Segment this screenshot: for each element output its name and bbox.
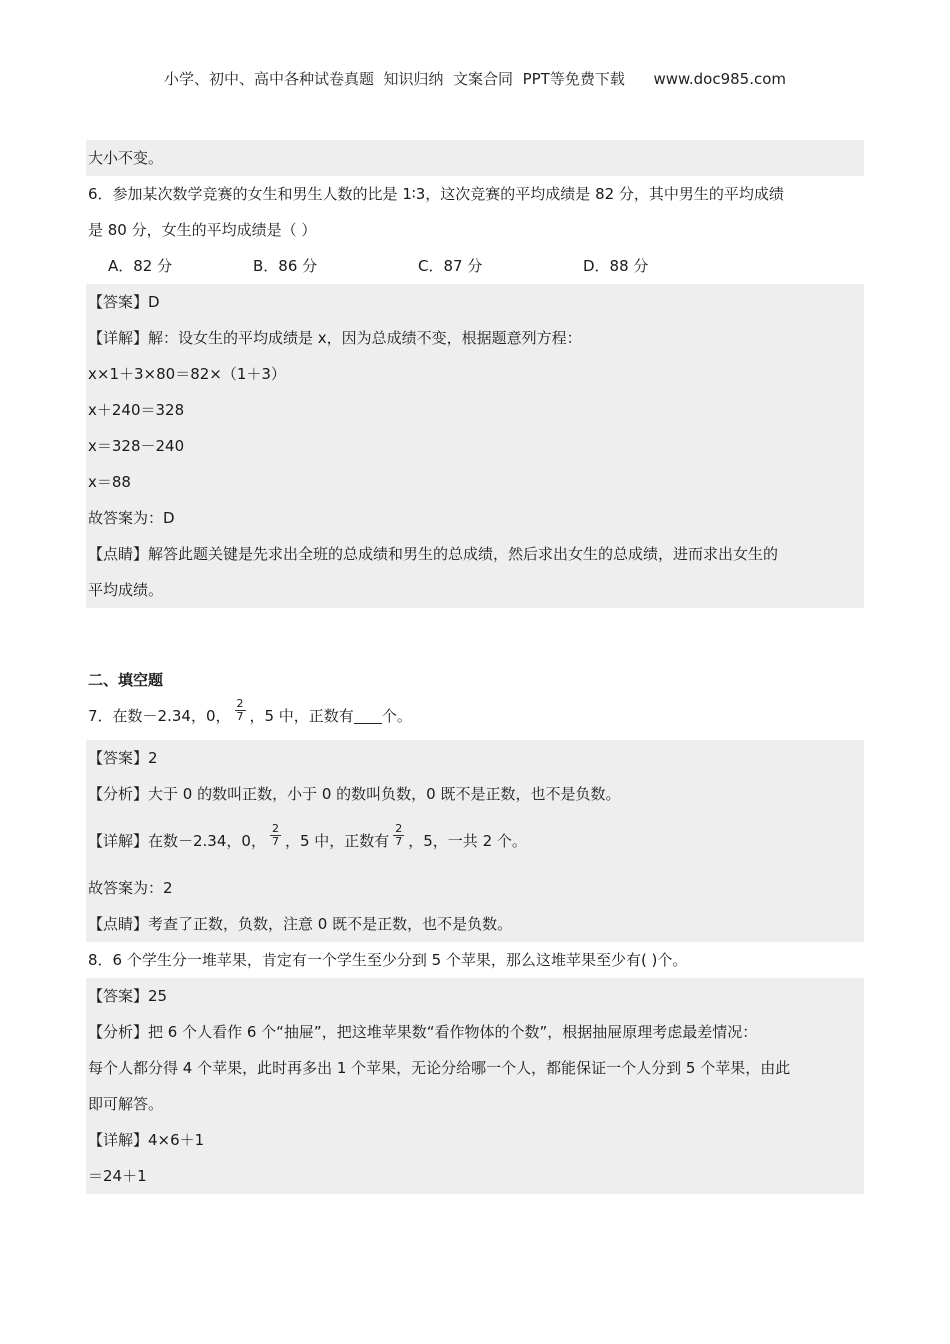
- q6-option-c: C．87 分: [418, 257, 483, 275]
- q6-detail: 【详解】解：设女生的平均成绩是 x，因为总成绩不变，根据题意列方程：: [88, 329, 582, 347]
- q8-answer: 【答案】25: [88, 987, 168, 1005]
- previous-answer-tail: 大小不变。: [86, 140, 864, 176]
- q7-analysis: 【分析】大于 0 的数叫正数，小于 0 的数叫负数，0 既不是正数，也不是负数。: [88, 785, 621, 803]
- q7-fraction: [235, 698, 246, 723]
- q7-detail-fraction-2-denominator: 7: [395, 835, 403, 848]
- q8-detail: 【详解】4×6＋1: [88, 1131, 205, 1149]
- q8-analysis-line3: 即可解答。: [88, 1095, 164, 1113]
- q7-solution-block: [86, 740, 864, 942]
- q6-options: [86, 248, 864, 284]
- document-body: [86, 140, 864, 1194]
- q6-point-line2: 平均成绩。: [88, 581, 164, 599]
- q8-stem: 8．6 个学生分一堆苹果，肯定有一个学生至少分到 5 个苹果，那么这堆苹果至少有( )个。: [88, 951, 688, 969]
- q6-solution-block: [86, 284, 864, 608]
- q7-detail-fraction-1: [270, 823, 281, 848]
- q7-detail-fraction-2-numerator: 2: [395, 822, 403, 835]
- q7-stem-pre: 7．在数－2.34，0，: [88, 707, 231, 725]
- q6-step-4: x＝88: [88, 473, 131, 491]
- q7-fraction-numerator: 2: [236, 697, 244, 710]
- q6-conclusion: 故答案为：D: [88, 509, 175, 527]
- q6-stem-line1: 6．参加某次数学竞赛的女生和男生人数的比是 1∶3，这次竞赛的平均成绩是 82 分，其中男生的平均成绩: [88, 185, 784, 203]
- q7-detail-mid: ，5 中，正数有: [284, 832, 390, 850]
- q7-detail-fraction-1-numerator: 2: [271, 822, 279, 835]
- q7-detail-fraction-1-denominator: 7: [271, 835, 279, 848]
- q8-analysis-line2: 每个人都分得 4 个苹果，此时再多出 1 个苹果，无论分给哪一个人，都能保证一个人分到 5 个苹果，由此: [88, 1059, 791, 1077]
- q6-stem-line2: 是 80 分，女生的平均成绩是（ ）: [88, 221, 317, 239]
- q6-step-3: x＝328－240: [88, 437, 185, 455]
- q7-stem: [86, 698, 864, 734]
- q6-option-a: A．82 分: [108, 257, 173, 275]
- q7-answer: 【答案】2: [88, 749, 158, 767]
- q7-detail-pre: 【详解】在数－2.34，0，: [88, 832, 266, 850]
- q7-detail-fraction-2: [393, 823, 404, 848]
- q7-stem-post-a: ，5 中，正数有: [249, 707, 354, 725]
- q6-step-2: x＋240＝328: [88, 401, 185, 419]
- page-header-banner: 小学、初中、高中各种试卷真题 知识归纳 文案合同 PPT等免费下载 www.doc985.com: [163, 70, 787, 88]
- q7-point: 【点睛】考查了正数，负数，注意 0 既不是正数，也不是负数。: [88, 915, 513, 933]
- q6-step-1: x×1＋3×80＝82×（1＋3）: [88, 365, 286, 383]
- section-title-fill-in: 二、填空题: [88, 671, 164, 689]
- q6-option-b: B．86 分: [253, 257, 318, 275]
- q7-conclusion: 故答案为：2: [88, 879, 173, 897]
- q7-fraction-denominator: 7: [236, 710, 244, 723]
- q8-step: ＝24＋1: [88, 1167, 147, 1185]
- q7-detail-post: ，5，一共 2 个。: [408, 832, 527, 850]
- q6-point-line1: 【点睛】解答此题关键是先求出全班的总成绩和男生的总成绩，然后求出女生的总成绩，进而求出女生的: [88, 545, 779, 563]
- q7-answer-blank: [354, 709, 382, 724]
- q7-stem-post-b: 个。: [381, 707, 412, 725]
- q6-option-d: D．88 分: [583, 257, 649, 275]
- q7-detail: [86, 812, 864, 870]
- q8-analysis-line1: 【分析】把 6 个人看作 6 个“抽屉”，把这堆苹果数“看作物体的个数”，根据抽屉原理考虑最差情况：: [88, 1023, 758, 1041]
- q6-answer: 【答案】D: [88, 293, 160, 311]
- q8-solution-block: [86, 978, 864, 1194]
